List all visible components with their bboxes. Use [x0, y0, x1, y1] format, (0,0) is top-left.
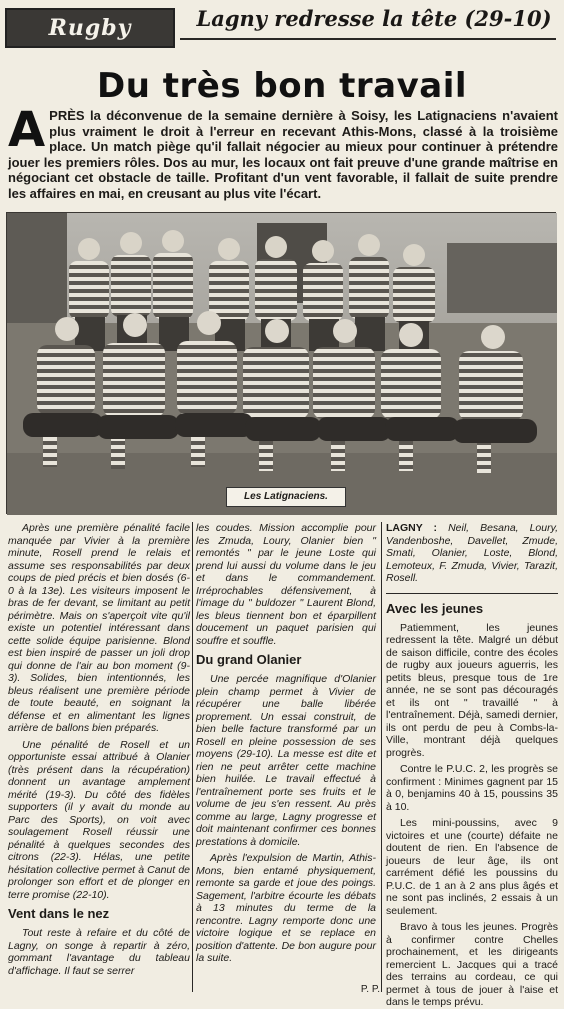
paragraph: Une percée magnifique d'Olanier plein champ permet à Vivier de récupérer une balle libérée proprement. Un essai construit, de bien belle facture transformé par un Rosell en pleine possession de ses moyens (29-10). La messe est dite et rien ne peut arrêter cette machine bien huilée. Le travail effectué à l'entraînement porte ses fruits et le volume de jeu s'en ressent. Au près comme au large, Lagny progresse et doit maintenant confirmer ces bonnes prestations à domicile. [196, 673, 376, 848]
drop-cap: A [8, 102, 46, 158]
team-lineup [386, 522, 558, 594]
paragraph: Contre le P.U.C. 2, les progrès se confirment : Minimes gagnent par 15 à 0, benjamins 40 à 15, poussins 35 à 10. [386, 763, 558, 813]
kicker-title: Lagny redresse la tête (29-10) [196, 6, 552, 31]
section-rubric: Rugby [5, 8, 175, 48]
paragraph: Les mini-poussins, avec 9 victoires et une (courte) défaite ne doutent de rien. En l'absence de joueurs de leur âge, ils ont carrément défié les poussins du P.U.C. de 1 an à 2 ans plus âgés et ne sont pas inclinés, 2 essais à un seulement. [386, 817, 558, 917]
lead-text: PRÈS la déconvenue de la semaine dernière à Soisy, les Latignaciens n'avaient plus vraiment le droit à l'erreur en recevant Athis-Mons, classé à la troisième place. Un match piège qu'il fallait négocier au mieux pour continuer à prétendre jouer les premiers rôles. Dos au mur, les locaux ont fait preuve d'une grande maîtrise en négociant cet obstacle de taille. Profitant d'un vent favorable, il fallait de suite prendre les affaires en mai, en creusant au plus vite l'écart. [8, 108, 558, 201]
paragraph: Une pénalité de Rosell et un opportuniste essai attribué à Olanier (très présent dans la récupération) donnent un avantage amplement mérité (19-3). Du côté des fidèles supporters (il y avait du monde au Parc des Sports), on voit avec soulagement Rosell réussir une pénalité à quelques secondes des citrons (22-3). Hélas, une petite hésitation collective permet à Canut de prolonger son effort et de plonger en terre promise (22-10). [8, 738, 190, 901]
subheading-olanier: Du grand Olanier [196, 652, 302, 667]
paragraph: Bravo à tous les jeunes. Progrès à confirmer contre Chelles prochainement, et les dirigeants remercient L. Jacques qui a tracé des terrains au cordeau, ce qui permet à tous de jouer à l'aise et dans le temps prévu. [386, 921, 558, 1008]
paragraph: Après une première pénalité facile manquée par Vivier à la première minute, Rosell prend le relais et assume ses responsabilités par deux coups de pied précis et bien dosés (6-0 à la 13e). Les visiteurs imposent le bras de fer devant, se limitant au petit périmètre. Mais on s'aperçoit vite qu'il existe un potentiel intéressant dans cette solide équipe parisienne. Blond est bien inspiré de passer un joli drop qui donne de l'air au bon moment (9-3). Solides, bien intentionnés, les bleus réalisent une première période de toute beauté, en soignant la défense et en alimentant les lignes arrière de ballons bien préparés. [8, 522, 190, 734]
paragraph: les coudes. Mission accomplie pour les Zmuda, Loury, Olanier bien " remontés " par le jeune Loste qui prend lui aussi du volume dans le jeu et dans le commandement. Irréprochables défensivement, à l'image du " buldozer " Laurent Blond, les bleus tiennent bon et éparpillent doucement un paquet parisien qui souffre et souffle. [196, 522, 376, 647]
photo-caption: Les Latignaciens. [226, 487, 346, 507]
team-photo [6, 212, 556, 514]
column-separator [192, 522, 193, 992]
paragraph: Après l'expulsion de Martin, Athis-Mons, bien entamé physiquement, remonte sa garde et joue des poings. Sagement, l'arbitre écourte les débats à 13 minutes du terme de la rencontre. Lagny remporte donc une victoire logique et se replace en position d'attente. De bon augure pour la suite. [196, 852, 376, 964]
article-column-right [386, 522, 558, 1008]
subheading-jeunes: Avec les jeunes [386, 600, 484, 616]
lead-paragraph [8, 102, 558, 208]
paragraph: Tout reste à refaire et du côté de Lagny, on songe à repartir à zéro, gommant l'avantage du tableau d'affichage. Il faut se serrer [8, 927, 190, 977]
article-column-middle [196, 522, 376, 992]
article-column-left [8, 522, 190, 992]
lineup-names: Neil, Besana, Loury, Vandenboshe, Davellet, Zmude, Smati, Olanier, Loste, Blond, Lemoteux, F. Zmuda, Vivier, Tarazit, Rosell. [386, 522, 558, 584]
paragraph: Patiemment, les jeunes redressent la tête. Malgré un début de saison difficile, contre des écoles de rugby aux joueurs aguerris, les petits bleus, presque tous de 1re année, ne se sont pas découragés et ils ont " travaillé " à l'entraînement. Déjà, samedi dernier, ils ont perdu de peu à Combs-la-Ville, montrant déjà quelques progrès. [386, 621, 558, 759]
header-rule [180, 38, 556, 40]
author-signature: P. P. [360, 984, 380, 995]
headline: Du très bon travail [96, 66, 468, 106]
column-separator [381, 522, 382, 992]
subheading-vent: Vent dans le nez [8, 906, 110, 921]
lineup-label: LAGNY : [386, 522, 438, 534]
team-photo-illustration [7, 213, 557, 515]
